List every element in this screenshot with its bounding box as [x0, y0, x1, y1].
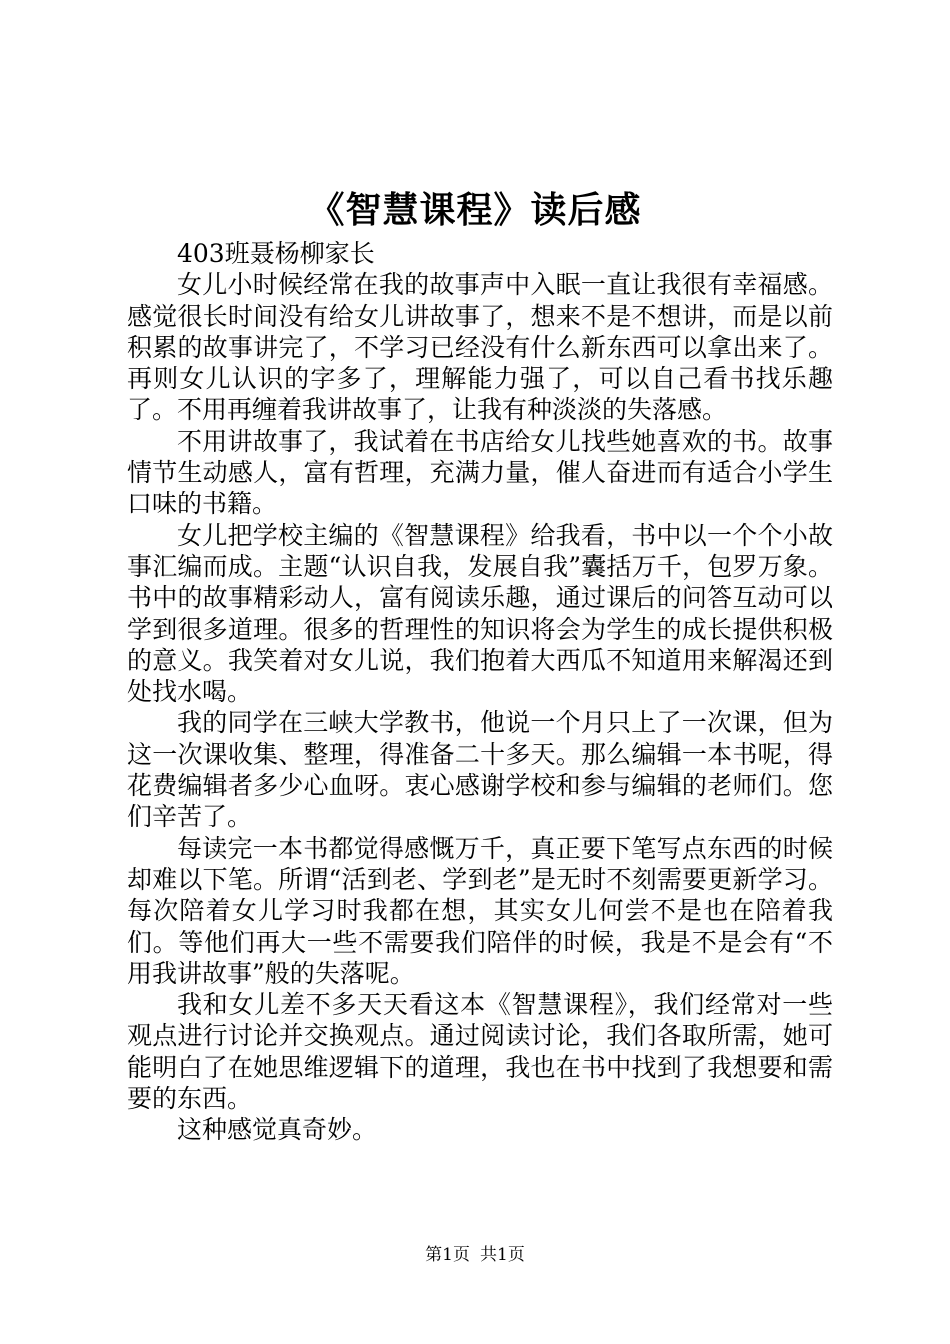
page-number-total: 共1页 — [480, 1245, 525, 1265]
paragraph: 每读完一本书都觉得感慨万千，真正要下笔写点东西的时候却难以下笔。所谓“活到老、学到老”是无时不刻需要更新学习。每次陪着女儿学习时我都在想，其实女儿何尝不是也在陪着我们。等他们再大一些不需要我们陪伴的时候，我是不是会有“不用我讲故事”般的失落呢。 — [127, 833, 833, 988]
paragraph: 不用讲故事了，我试着在书店给女儿找些她喜欢的书。故事情节生动感人，富有哲理，充满力量，催人奋进而有适合小学生口味的书籍。 — [127, 426, 833, 519]
page-number-current: 第1页 — [425, 1245, 470, 1265]
paragraph: 我和女儿差不多天天看这本《智慧课程》，我们经常对一些观点进行讨论并交换观点。通过阅读讨论，我们各取所需，她可能明白了在她思维逻辑下的道理，我也在书中找到了我想要和需要的东西。 — [127, 990, 833, 1114]
paragraph: 女儿把学校主编的《智慧课程》给我看，书中以一个个小故事汇编而成。主题“认识自我，发展自我”囊括万千，包罗万象。书中的故事精彩动人，富有阅读乐趣，通过课后的问答互动可以学到很多道理。很多的哲理性的知识将会为学生的成长提供积极的意义。我笑着对女儿说，我们抱着大西瓜不知道用来解渴还到处找水喝。 — [127, 520, 833, 707]
paragraph: 这种感觉真奇妙。 — [177, 1115, 378, 1145]
paragraph: 女儿小时候经常在我的故事声中入眠一直让我很有幸福感。感觉很长时间没有给女儿讲故事了，想来不是不想讲，而是以前积累的故事讲完了，不学习已经没有什么新东西可以拿出来了。再则女儿认识的字多了，理解能力强了，可以自己看书找乐趣了。不用再缠着我讲故事了，让我有种淡淡的失落感。 — [127, 270, 833, 425]
document-title: 《智慧课程》读后感 — [308, 189, 642, 231]
page-footer — [0, 1244, 950, 1266]
author-line: 403班聂杨柳家长 — [177, 239, 375, 268]
paragraph: 我的同学在三峡大学教书，他说一个月只上了一次课，但为这一次课收集、整理，得准备二十多天。那么编辑一本书呢，得花费编辑者多少心血呀。衷心感谢学校和参与编辑的老师们。您们辛苦了。 — [127, 708, 833, 832]
document-body — [127, 238, 833, 1146]
